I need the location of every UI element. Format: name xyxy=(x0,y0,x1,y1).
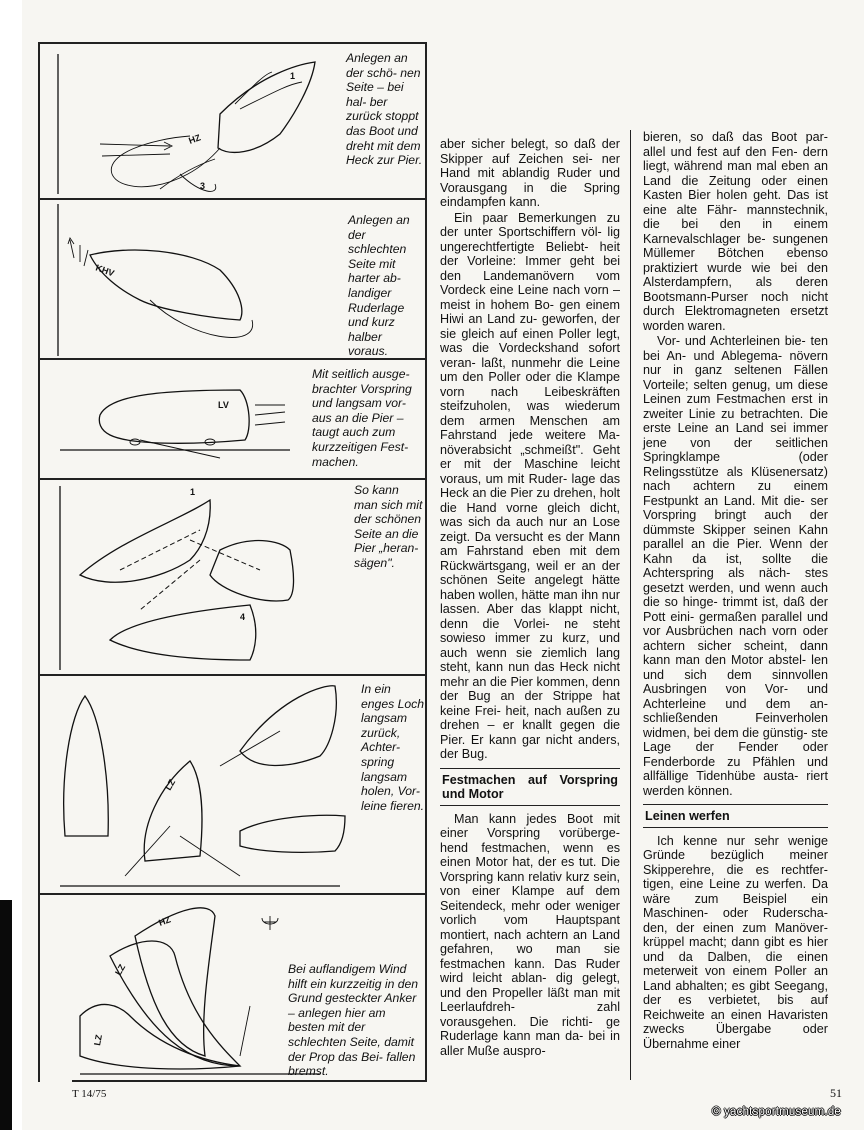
wake-lines-1 xyxy=(160,72,302,189)
diagram-panel-5 xyxy=(40,676,350,891)
arrow-2 xyxy=(102,154,170,156)
arrow-1 xyxy=(100,142,172,150)
label-hz2: HZ xyxy=(157,914,172,928)
caption-4: So kann man sich mit der schönen Seite an die Pier „heran- sägen". xyxy=(354,483,423,570)
label-lz: LZ xyxy=(163,777,178,792)
section-heading-festmachen: Festmachen auf Vorspring und Motor xyxy=(440,768,620,806)
caption-1: Anlegen an der schö- nen Seite – bei hal- ber zurück stoppt das Boot und dreht mit dem Heck zur Pier. xyxy=(346,51,423,168)
column-divider xyxy=(630,130,631,1080)
panel-divider-5 xyxy=(40,893,425,895)
anchor-icon xyxy=(262,916,278,930)
label-khv: KHV xyxy=(94,262,116,279)
label-lv: LV xyxy=(218,400,229,410)
label-3: 3 xyxy=(200,181,206,191)
issue-number: T 14/75 xyxy=(72,1088,107,1100)
spring-track-4 xyxy=(120,530,260,610)
diagram-panel-2 xyxy=(40,200,340,356)
label-4: 4 xyxy=(240,612,246,622)
caption-2: Anlegen an der schlechten Seite mit harter ab- landiger Ruderlage und kurz halber voraus. xyxy=(348,213,410,359)
right-paragraph-3: Ich kenne nur sehr wenige Gründe bezüglich meiner Skipperehre, die es rechtfer- tigen, eine Leine zu werfen. Da wäre zum Beispiel ein Maschinen- oder Ruderscha- den, der einen zum Manöver- krüppel macht; dann gibt es hier und da Dalben, die einen meterweit von einem Poller an Land abhalten; es gibt Seegang, der es verbietet, bis auf Reichweite an einen Havaristen zwecks Übergabe oder Übernahme einer xyxy=(643,833,828,1051)
boat-track-1 xyxy=(111,136,220,187)
boat-track-2 xyxy=(150,300,253,337)
boat-hull-6a xyxy=(135,908,215,1056)
wake-arrows-3 xyxy=(255,405,285,425)
right-paragraph-2: Vor- und Achterleinen bie- ten bei An- und Ablegema- növern nur in ganz seltenen Fällen Vorteile; selten genug, um diese Leinen zum Festmachen erst in zweiter Linie zu betrachten. Die erste Leine an Land sei immer jene von der seitlichen Springklampe (oder Relingsstütze als Klüsenersatz) nach achtern zu einem Festpunkt an Land. Mit die- ser Vorspring bringt auch der dümmste Skipper seinen Kahn parallel an die Pier. Wenn der Kahn da ist, sollte die Achterspring als näch- stes gesetzt werden, und wenn auch die so hinge- trimmt ist, daß der Pott eini- germaßen parallel und vor Ausbrüchen nach vorn oder achtern sicher scheint, dann kann man den Motor abstel- len und sich dem sinnvollen Ausbringen von Vor- und Achterleine und dem an- schließenden Feinverholen widmen, bei dem die günstig- ste Lage der Fender oder Fenderborde zu Pfählen und allfällige Tidenhübe austa- riert werden können. xyxy=(643,334,828,798)
middle-paragraph-3: Man kann jedes Boot mit einer Vorspring vorüberge- hend festmachen, wenn es einen Motor hat, der es tut. Die Vorspring kann relativ kurz sein, von einer Klampe auf dem Seitendeck, mehr oder weniger vorlich vom Hauptspant montiert, nach achtern an Land gefahren, wo man sie festmachen kann. Das Ruder wird leicht ablan- dig gelegt, und den Propeller läßt man mit Leerlaufdreh- zahl vorausgehen. Die richti- ge Ruderlage kann man da- bei in aller Muße auspro- xyxy=(440,811,620,1058)
diagram-panel-4 xyxy=(40,480,350,672)
boat-hull-4b xyxy=(210,541,294,601)
label-lz2: LZ xyxy=(113,962,128,977)
watermark: © yachtsportmuseum.de xyxy=(712,1106,842,1118)
boat-hull-4c xyxy=(110,605,256,660)
boat-outline-3 xyxy=(180,174,216,191)
boat-hull-5a xyxy=(64,696,109,836)
diagram-panel-1 xyxy=(40,44,340,198)
boat-hull-1 xyxy=(218,62,315,152)
article-column-middle xyxy=(440,137,620,1059)
boat-hull-2 xyxy=(90,250,242,320)
figure-column-right-rule xyxy=(425,42,427,1082)
label-1b: 1 xyxy=(190,487,196,497)
label-1: 1 xyxy=(290,71,296,81)
wind-arrows-2 xyxy=(68,238,88,266)
label-hz: HZ xyxy=(187,132,202,146)
bottom-rule xyxy=(72,1080,427,1082)
boat-hull-5c xyxy=(144,761,202,861)
caption-6: Bei auflandigem Wind hilft ein kurzzeitig in den Grund gesteckter Anker – anlegen hier am besten mit der schlechten Seite, damit der Prop das Bei- fallen bremst. xyxy=(288,962,419,1079)
article-column-right xyxy=(643,130,828,1052)
boat-hull-4a xyxy=(80,500,210,582)
boat-hull-3 xyxy=(99,390,249,443)
boat-hull-5b xyxy=(240,686,336,766)
middle-paragraph-2: Ein paar Bemerkungen zu der unter Sportschiffern völ- lig ungerechtfertigte Beliebt- heit der Vorleine: Immer geht bei den Landemanövern vom Vordeck eine Leine nach vorn – meist in hohem Bo- gen einem Hiwi an Land zu- geworfen, der sie gleich auf einen Poller legt, was die Vordeckshand sofort veran- laßt, nunmehr die Leine um den Poller oder die Klampe vorn nach Leibeskräften steifzuholen, was wiederum dem armen Menschen am Fahrstand jede weitere Ma- növerabsicht „schmeißt". Geht er mit der Maschine leicht voraus, um mit Ruder- lage das Heck an die Pier zu drehen, holt die Hand vorne gleich dicht, was sich da auch nur an Lose zeigt. Da versucht es der Mann am Fahrstand eben mit dem Rückwärtsgang, weil er an der schönen Seite angelegt hätte haben wollen, hätte man ihn nur lassen. Aber das klappt nicht, denn die Vorlei- ne steht sowieso immer zu kurz, und auch wenn sie ziemlich lang steht, kann nun das Heck nicht mehr an die Pier kommen, denn der Bug an der Strippe hat keine Frei- heit, nach außen zu drehen – er knallt gegen die Pier. Er kann gar nicht anders, der Bug. xyxy=(440,210,620,761)
anchor-line-6 xyxy=(240,1006,250,1056)
diagram-panel-3 xyxy=(40,360,340,476)
boat-hull-5d xyxy=(240,815,345,852)
scan-edge-shadow xyxy=(0,900,12,1130)
spring-lines-5 xyxy=(125,731,280,876)
label-lz3: LZ xyxy=(92,1033,104,1047)
middle-paragraph-1: aber sicher belegt, so daß der Skipper auf Zeichen sei- ner Hand mit ablandig Ruder und Vorausgang in die Spring eindampfen kann. xyxy=(440,137,620,209)
caption-5: In ein enges Loch langsam zurück, Achter- spring langsam holen, Vor- leine fieren. xyxy=(361,682,425,813)
caption-3: Mit seitlich ausge- brachter Vorspring und langsam vor- aus an die Pier – taugt auch zum kurzzeitigen Fest- machen. xyxy=(312,367,412,469)
section-heading-leinen: Leinen werfen xyxy=(643,804,828,828)
page-number: 51 xyxy=(830,1086,842,1100)
right-paragraph-1: bieren, so daß das Boot par- allel und fest auf den Fen- dern liegt, während man mal eben an Land die Zeitung oder einen Kasten Bier holen geht. Das ist eine alte Fähr- mannstechnik, die bei den in einem Karnevalschlager be- sungenen Müllemer Bötchen ebenso praktiziert wurde wie bei den Alsterdampfern, als deren Bootsmann-Purser noch nicht durch Elektromagneten ersetzt worden waren. xyxy=(643,130,828,333)
